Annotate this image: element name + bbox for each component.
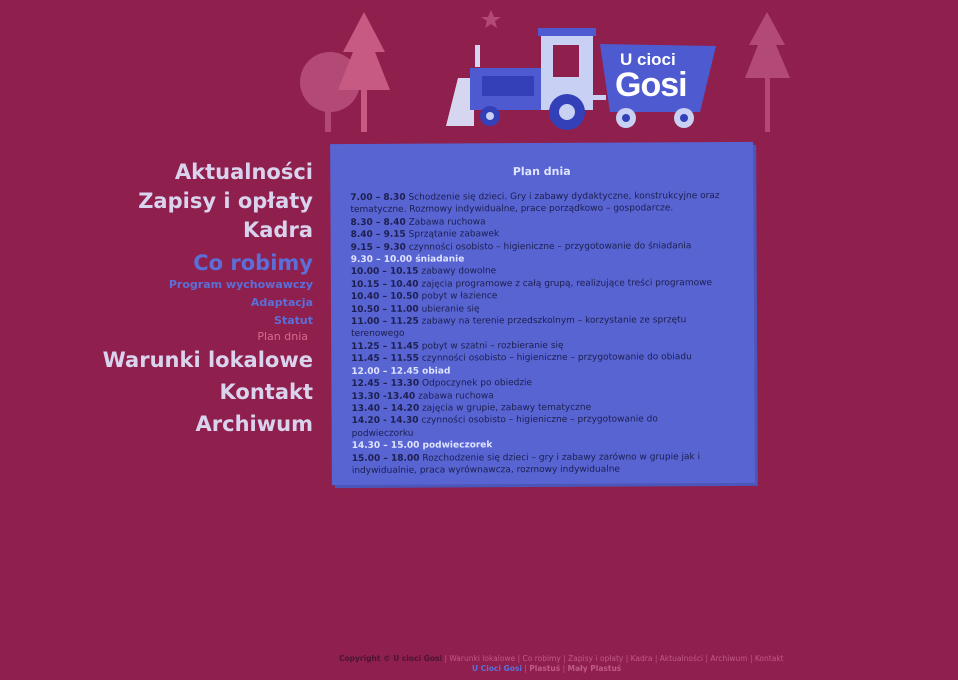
nav-item-co-robimy[interactable]: Co robimy [193, 251, 313, 275]
schedule-time: 11.45 – 11.55 [351, 353, 419, 365]
schedule-time: 10.40 – 10.50 [350, 291, 419, 303]
copyright: Copyright © U cioci Gosi [339, 654, 443, 663]
schedule-activity: zabawy dowolne [421, 266, 497, 278]
schedule-time: 9.30 – 10.00 [350, 254, 413, 266]
schedule-time: 9.15 – 9.30 [350, 242, 406, 253]
tree-pine-icon [338, 12, 390, 132]
schedule-time: 15.00 – 18.00 [351, 453, 420, 464]
schedule-time: 14.30 – 15.00 [351, 440, 420, 452]
schedule-activity: ubieranie się [421, 303, 480, 315]
schedule-time: 8.40 – 9.15 [350, 229, 406, 241]
star-icon [481, 10, 501, 28]
schedule-time: 10.50 – 11.00 [350, 304, 419, 315]
footer-link[interactable]: Kadra [630, 654, 653, 663]
schedule-time: 8.30 – 8.40 [350, 217, 406, 228]
schedule-activity: czynności osobisto – higieniczne – przygotowanie do podwieczorku [351, 414, 658, 439]
schedule-time: 10.00 – 10.15 [350, 267, 419, 278]
schedule-item [351, 240, 721, 254]
header-illustration [0, 0, 958, 140]
schedule-activity: Rozchodzenie się dzieci – gry i zabawy zarówno w grupie jak i indywidualnie, praca wyrównawcza, rozmowy indywidualne [351, 451, 701, 476]
nav-item-kadra[interactable]: Kadra [242, 218, 313, 242]
schedule-activity: podwieczorek [422, 440, 493, 451]
schedule-activity: czynności osobisto – higieniczne – przygotowanie do śniadania [408, 240, 692, 253]
schedule-time: 13.30 -13.40 [351, 391, 416, 402]
footer-link[interactable]: Archiwum [710, 654, 748, 663]
footer-site-link[interactable]: U Cioci Gosi [472, 664, 522, 673]
nav-item-archiwum[interactable]: Archiwum [195, 412, 313, 436]
footer-site-link[interactable]: Mały Plastuś [567, 664, 622, 673]
schedule-activity: czynności osobisto – higieniczne – przygotowanie do obiadu [421, 352, 692, 364]
schedule-time: 12.45 – 13.30 [351, 378, 420, 390]
schedule-activity: pobyt w szatni – rozbieranie się [421, 340, 564, 352]
nav-item-zapisy[interactable]: Zapisy i opłaty [138, 189, 313, 213]
schedule-activity: śniadanie [415, 254, 465, 265]
footer-link[interactable]: Zapisy i opłaty [568, 654, 624, 663]
footer-sites: U Cioci Gosi | Plastuś | Mały Plastuś [472, 664, 622, 673]
schedule-time: 11.00 – 11.25 [351, 316, 419, 328]
schedule-activity: zabawa ruchowa [418, 390, 494, 402]
footer-link[interactable]: Warunki lokalowe [449, 654, 516, 663]
main-nav [53, 158, 313, 439]
content-panel [330, 142, 755, 485]
schedule-activity: Schodzenie się dzieci. Gry i zabawy dydaktyczne, konstrukcyjne oraz tematyczne. Rozmowy indywidualne, prace porządkowo – gospodarcze. [350, 191, 720, 216]
schedule-item [350, 190, 720, 217]
schedule-activity: obiad [422, 366, 451, 377]
tree-small-pine-icon [745, 12, 790, 132]
nav-item-aktualnosci[interactable]: Aktualności [174, 160, 313, 184]
schedule-activity: zajęcia programowe z całą grupą, realizujące treści programowe [421, 277, 713, 290]
schedule-activity: Sprzątanie zabawek [408, 229, 500, 240]
schedule-activity: Odpoczynek po obiedzie [421, 378, 533, 389]
footer [339, 654, 784, 674]
page-title: Plan dnia [512, 164, 571, 179]
logo-line-2: Gosi [615, 66, 687, 104]
schedule-time: 10.15 – 10.40 [350, 279, 419, 290]
nav-sub-adaptacja[interactable]: Adaptacja [250, 296, 313, 309]
schedule-activity: zabawy na terenie przedszkolnym – korzystanie ze sprzętu terenowego [351, 315, 687, 340]
schedule-time: 7.00 – 8.30 [350, 192, 406, 204]
schedule-activity: zajęcia w grupie, zabawy tematyczne [422, 402, 592, 414]
schedule-activity: Zabawa ruchowa [408, 217, 486, 228]
schedule-item [352, 413, 722, 440]
footer-link[interactable]: Co robimy [522, 654, 561, 663]
footer-links: | Warunki lokalowe | Co robimy | Zapisy i opłaty | Kadra | Aktualności | Archiwum | Kontakt [444, 654, 784, 663]
schedule-list [350, 190, 721, 477]
footer-link[interactable]: Aktualności [659, 654, 704, 663]
schedule-item [351, 277, 721, 291]
schedule-time: 12.00 – 12.45 [351, 366, 420, 377]
schedule-item [352, 451, 722, 478]
schedule-time: 14.20 - 14.30 [351, 415, 419, 427]
footer-link[interactable]: Kontakt [754, 654, 784, 663]
nav-item-warunki[interactable]: Warunki lokalowe [102, 348, 313, 372]
nav-sub-statut[interactable]: Statut [274, 314, 313, 327]
nav-sub-program[interactable]: Program wychowawczy [168, 278, 313, 291]
nav-item-kontakt[interactable]: Kontakt [219, 380, 313, 404]
schedule-time: 11.25 – 11.45 [351, 341, 419, 352]
schedule-time: 13.40 – 14.20 [351, 403, 420, 414]
schedule-activity: pobyt w łazience [421, 291, 498, 302]
logo-line-1: U cioci [620, 50, 676, 69]
schedule-item [351, 314, 721, 341]
footer-site-link[interactable]: Plastuś [529, 664, 561, 673]
nav-sub-plan-dnia[interactable]: Plan dnia [257, 330, 308, 343]
schedule-item [351, 351, 721, 365]
